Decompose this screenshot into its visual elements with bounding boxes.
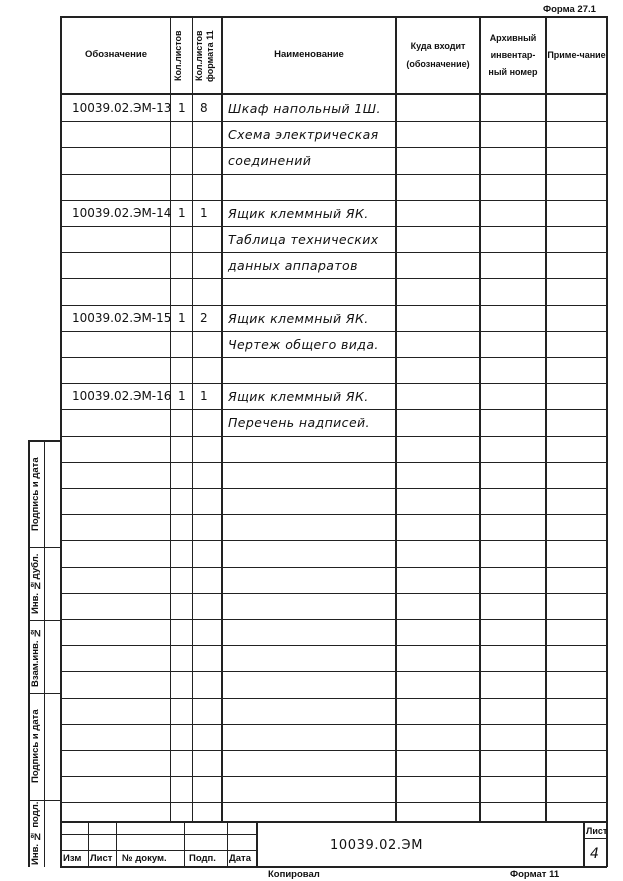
frame-bottom bbox=[60, 866, 607, 868]
row-line bbox=[60, 174, 607, 175]
header-bottom-line bbox=[60, 93, 607, 95]
row-line bbox=[60, 776, 607, 777]
row-name: Перечень надписей. bbox=[228, 415, 370, 430]
row-sheets-a4: 2 bbox=[200, 311, 209, 325]
row-line bbox=[60, 436, 607, 437]
row-designation: 10039.02.ЭМ-14 bbox=[72, 206, 172, 220]
col-line-2 bbox=[192, 16, 193, 822]
form-label: Форма 27.1 bbox=[543, 4, 596, 15]
row-line bbox=[60, 252, 607, 253]
row-line bbox=[60, 567, 607, 568]
header-archive-no: Архивный инвентар-ный номер bbox=[488, 32, 538, 78]
col-line-5 bbox=[479, 16, 481, 822]
row-line bbox=[60, 514, 607, 515]
header-note: Приме-чание bbox=[547, 49, 606, 60]
titleblock-col-a bbox=[88, 822, 89, 866]
header-designation: Обозначение bbox=[84, 49, 148, 61]
row-line bbox=[60, 724, 607, 725]
stamp-orig-inv: Инв. № подл. bbox=[30, 801, 41, 865]
titleblock-sheet-no: 4 bbox=[590, 846, 599, 862]
titleblock-col-f bbox=[583, 822, 585, 866]
row-line bbox=[60, 331, 607, 332]
stamp-sign-date-1: Подпись и дата bbox=[30, 457, 41, 531]
header-sheets-count-a4: Кол.листов формата 11 bbox=[194, 30, 215, 82]
stamp-dup-inv: Инв. №дубл. bbox=[30, 553, 41, 614]
row-sheets: 1 bbox=[178, 389, 187, 403]
titleblock-sheet-label: Лист bbox=[586, 826, 608, 836]
row-line bbox=[60, 278, 607, 279]
row-sheets: 1 bbox=[178, 311, 187, 325]
row-line bbox=[60, 121, 607, 122]
col-line-6 bbox=[545, 16, 547, 822]
stamp-strip-mid bbox=[44, 440, 45, 867]
row-line bbox=[60, 645, 607, 646]
row-name: Таблица технических bbox=[228, 232, 379, 247]
row-line bbox=[60, 802, 607, 803]
row-line bbox=[60, 200, 607, 201]
titleblock-col-b bbox=[116, 822, 117, 866]
titleblock-sign: Подп. bbox=[189, 853, 216, 864]
titleblock-sheet-sep bbox=[584, 838, 607, 839]
stamp-replace-inv: Взам.инв. № bbox=[30, 626, 41, 687]
titleblock-col-c bbox=[184, 822, 185, 866]
col-line-3 bbox=[221, 16, 223, 822]
row-sheets-a4: 1 bbox=[200, 206, 209, 220]
titleblock-code: 10039.02.ЭМ bbox=[330, 838, 424, 853]
titleblock-list: Лист bbox=[90, 853, 113, 864]
stamp-sign-date-2: Подпись и дата bbox=[30, 709, 41, 784]
row-designation: 10039.02.ЭМ-15 bbox=[72, 311, 172, 325]
titleblock-col-d bbox=[227, 822, 228, 866]
header-name: Наименование bbox=[274, 49, 344, 61]
titleblock-doc-no: № докум. bbox=[122, 853, 167, 864]
frame-right bbox=[606, 16, 608, 867]
titleblock-izm: Изм bbox=[63, 853, 82, 864]
row-line bbox=[60, 750, 607, 751]
row-sheets-a4: 1 bbox=[200, 389, 209, 403]
row-name: Чертеж общего вида. bbox=[228, 337, 379, 352]
col-line-1 bbox=[170, 16, 171, 822]
row-line bbox=[60, 462, 607, 463]
row-line bbox=[60, 540, 607, 541]
row-name: Ящик клеммный ЯК. bbox=[228, 389, 369, 404]
titleblock-date: Дата bbox=[229, 853, 251, 864]
col-line-4 bbox=[395, 16, 397, 822]
row-name: Ящик клеммный ЯК. bbox=[228, 206, 369, 221]
row-name: Ящик клеммный ЯК. bbox=[228, 311, 369, 326]
footer-copied: Копировал bbox=[268, 869, 320, 880]
row-name: соединений bbox=[228, 153, 312, 168]
row-designation: 10039.02.ЭМ-16 bbox=[72, 389, 172, 403]
row-name: Шкаф напольный 1Ш. bbox=[228, 101, 381, 116]
row-designation: 10039.02.ЭМ-13 bbox=[72, 101, 172, 115]
row-line bbox=[60, 698, 607, 699]
row-sheets: 1 bbox=[178, 206, 187, 220]
row-line bbox=[60, 357, 607, 358]
row-line bbox=[60, 619, 607, 620]
row-line bbox=[60, 671, 607, 672]
row-sheets-a4: 8 bbox=[200, 101, 209, 115]
row-sheets: 1 bbox=[178, 101, 187, 115]
titleblock-col-e bbox=[256, 822, 258, 866]
row-line bbox=[60, 226, 607, 227]
row-line bbox=[60, 593, 607, 594]
row-name: данных аппаратов bbox=[228, 258, 358, 273]
row-line bbox=[60, 488, 607, 489]
row-line bbox=[60, 409, 607, 410]
titleblock-top bbox=[60, 821, 607, 823]
row-line bbox=[60, 147, 607, 148]
header-sheets-count: Кол.листов bbox=[173, 30, 183, 82]
row-line bbox=[60, 305, 607, 306]
footer-format: Формат 11 bbox=[510, 869, 560, 880]
row-line bbox=[60, 383, 607, 384]
header-goes-into: Куда входит (обозначение) bbox=[406, 41, 470, 69]
row-name: Схема электрическая bbox=[228, 127, 379, 142]
